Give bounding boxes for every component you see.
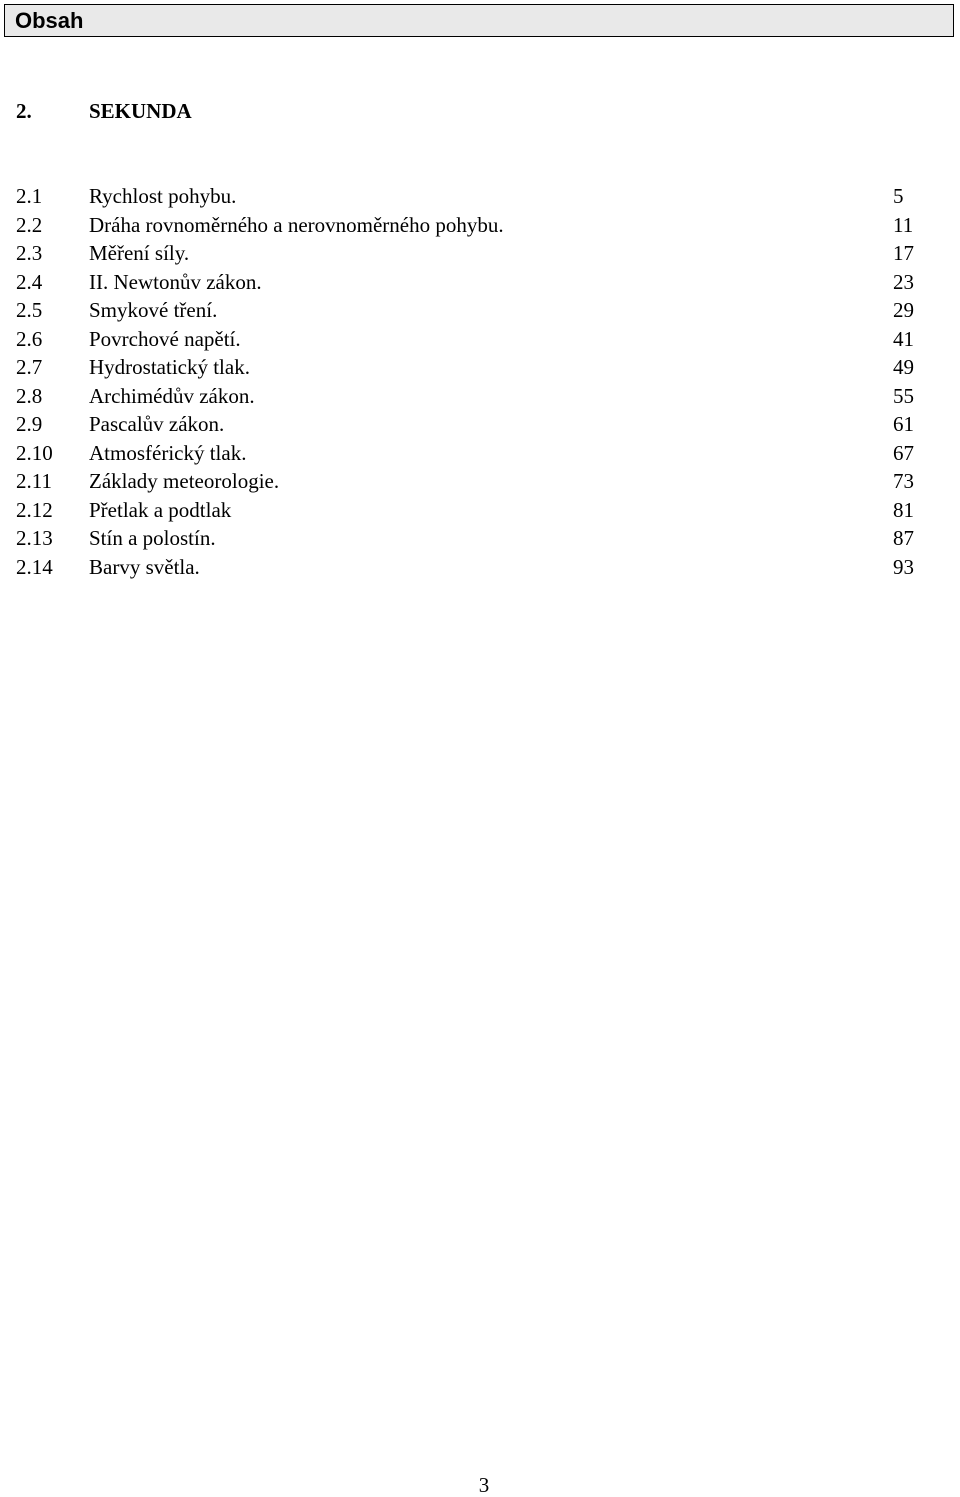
toc-entry-number: 2.9 <box>16 412 43 436</box>
toc-entry <box>0 239 960 268</box>
toc-entry-number: 2.4 <box>16 269 43 294</box>
section-header-bar <box>4 4 954 37</box>
toc-entry <box>0 211 960 240</box>
toc-entry-title: Měření síly. <box>89 241 190 265</box>
toc-entry <box>0 439 960 468</box>
toc-entry-page: 61 <box>893 412 914 436</box>
toc-entry <box>0 410 960 439</box>
toc-entry-title: II. Newtonův zákon. <box>89 269 262 294</box>
toc-entry-page: 49 <box>893 355 914 379</box>
toc-entry-title: Hydrostatický tlak. <box>89 355 250 379</box>
toc-entry <box>0 496 960 525</box>
toc-entry-page: 5 <box>893 184 904 208</box>
toc-entry-title: Přetlak a podtlak <box>89 497 232 522</box>
page-number: 3 <box>478 1473 490 1497</box>
toc-entry-number: 2.10 <box>16 440 53 465</box>
toc-entry-page: 87 <box>893 526 914 550</box>
toc-entry-number: 2.2 <box>16 212 43 237</box>
toc-entry-page: 55 <box>893 383 914 408</box>
toc-entry-title: Rychlost pohybu. <box>89 184 237 208</box>
toc-entry <box>0 553 960 582</box>
toc-entry-page: 73 <box>893 469 914 493</box>
table-of-contents <box>0 182 960 581</box>
toc-entry-number: 2.1 <box>16 184 43 208</box>
toc-entry-number: 2.14 <box>16 554 53 579</box>
toc-entry-page: 23 <box>893 269 914 294</box>
toc-entry-number: 2.12 <box>16 497 53 522</box>
toc-entry-number: 2.8 <box>16 383 43 408</box>
toc-entry-page: 93 <box>893 554 914 579</box>
toc-entry-title: Smykové tření. <box>89 298 218 322</box>
toc-entry <box>0 268 960 297</box>
toc-entry-title: Povrchové napětí. <box>89 326 241 351</box>
toc-entry <box>0 467 960 496</box>
toc-entry-number: 2.7 <box>16 355 43 379</box>
toc-entry-title: Atmosférický tlak. <box>89 440 247 465</box>
toc-entry-page: 67 <box>893 440 914 465</box>
toc-entry-number: 2.11 <box>16 469 52 493</box>
toc-entry <box>0 353 960 382</box>
section-title: Obsah <box>15 8 84 33</box>
toc-entry-page: 29 <box>893 298 914 322</box>
toc-entry-title: Archimédův zákon. <box>89 383 255 408</box>
toc-entry <box>0 382 960 411</box>
toc-entry-title: Barvy světla. <box>89 554 200 579</box>
toc-entry-title: Stín a polostín. <box>89 526 216 550</box>
toc-entry-number: 2.13 <box>16 526 53 550</box>
toc-entry-number: 2.5 <box>16 298 43 322</box>
toc-entry-number: 2.6 <box>16 326 43 351</box>
chapter-number: 2. <box>16 99 32 123</box>
toc-entry-title: Základy meteorologie. <box>89 469 280 493</box>
toc-entry-page: 11 <box>893 212 914 237</box>
toc-entry-number: 2.3 <box>16 241 43 265</box>
toc-entry <box>0 296 960 325</box>
chapter-title: SEKUNDA <box>89 99 192 123</box>
toc-entry <box>0 182 960 211</box>
toc-entry <box>0 524 960 553</box>
toc-entry-page: 17 <box>893 241 914 265</box>
toc-entry <box>0 325 960 354</box>
toc-entry-page: 41 <box>893 326 914 351</box>
toc-entry-title: Dráha rovnoměrného a nerovnoměrného pohybu. <box>89 212 504 237</box>
toc-entry-title: Pascalův zákon. <box>89 412 225 436</box>
toc-entry-page: 81 <box>893 497 914 522</box>
